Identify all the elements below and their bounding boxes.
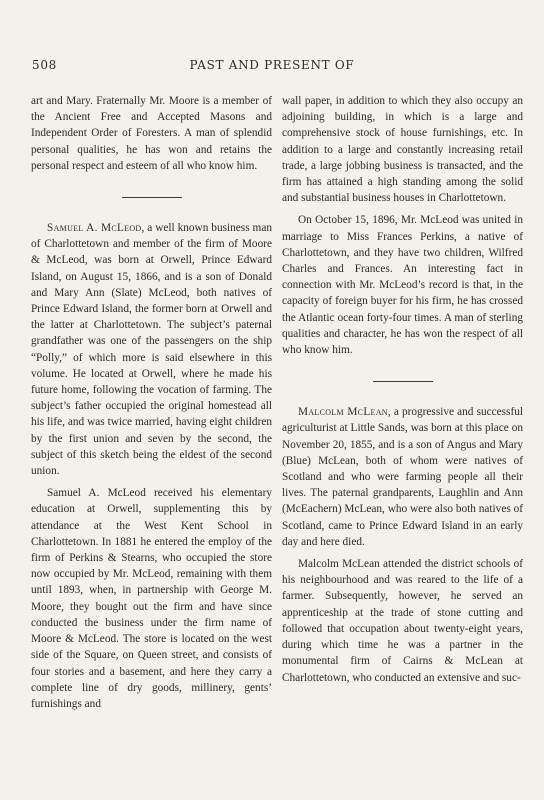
paragraph-mcleod-marriage: On October 15, 1896, Mr. McLeod was united in marriage to Miss Frances Perkins, a native of Charlottetown, and they have two children, Wilfred Charles and Frances. An interesting fact in connection with Mr. McLeod’s record is that, in the capacity of foreign buyer for his firm, he has crossed the Atlantic ocean forty-four times. A man of sterling qualities and character, he has won the respect of all who know him. xyxy=(282,214,523,357)
paragraph-malcolm-mclean-career: Malcolm McLean attended the district schools of his neighbourhood and was reared to the life of a farmer. Subsequently, however, he served an apprenticeship at the trade of stone cutting and followed that occupation about twenty-eight years, during which time he was a partner in the monumental firm of Cairns & McLean at Charlottetown, who conducted an extensive and suc- xyxy=(282,558,523,684)
paragraph-moore-end: art and Mary. Fraternally Mr. Moore is a member of the Ancient Free and Accepted Masons and Independent Order of Foresters. A man of splendid personal qualities, he has won and retains the personal respect and esteem of all who know him. xyxy=(31,95,272,172)
left-column xyxy=(31,93,272,712)
paragraph-store-continuation: wall paper, in addition to which they also occupy an adjoining building, in which is a large and comprehensive stock of house furnishings, etc. In addition to a large and constantly increasing retail trade, a large jobbing business is transacted, and the firm has attained a high standing among the solid and substantial business houses in Charlottetown. xyxy=(282,95,523,205)
name-malcolm-mclean: Malcolm McLean xyxy=(298,406,388,419)
paragraph-malcolm-mclean-intro-text: , a progressive and successful agriculturist at Little Sands, was born at this place on November 20, 1855, and is a son of Angus and Mary (Blue) McLean, both of whom were natives of Scotland and who were farming people all their lives. The paternal grandparents, Laughlin and Ann (McEachern) McLean, who were also both natives of Scotland, came to Prince Edward Island in an early day and here died. xyxy=(282,406,524,548)
divider-line xyxy=(122,197,182,198)
divider-line-right xyxy=(373,381,433,382)
section-separator xyxy=(31,174,272,220)
paragraph-samuel-mcleod-business: Samuel A. McLeod received his elementary education at Orwell, supplementing this by attendance at the West Kent School in Charlottetown. In 1881 he entered the employ of the firm of Perkins & Stearns, who occupied the store now occupied by Mr. McLeod, remaining with them until 1893, when, in partnership with George M. Moore, they bought out the firm and have since conducted the business under the firm name of Moore & McLeod. The store is located on the west side of the Square, on Queen street, and consists of four stories and a basement, and here they carry a complete line of dry goods, millinery, gents’ furnishings and xyxy=(31,487,272,710)
page-header xyxy=(32,58,512,76)
paragraph-malcolm-mclean-intro xyxy=(282,404,523,550)
name-samuel-mcleod: Samuel A. McLeod xyxy=(47,222,142,235)
section-separator-right xyxy=(282,358,523,404)
paragraph-samuel-mcleod-intro xyxy=(31,220,272,479)
running-title: PAST AND PRESENT OF xyxy=(189,58,355,72)
page-number: 508 xyxy=(32,58,58,72)
paragraph-samuel-mcleod-intro-text: , a well known business man of Charlottetown and member of the firm of Moore & McLeod, was born at Orwell, Prince Edward Island, on August 15, 1866, and is a son of Donald and Mary Ann (Slate) McLeod, both natives of Prince Edward Island, the former born at Orwell and the latter at Charlottetown. The subject’s paternal grandfather was one of the passengers on the ship “Polly,” of which more is said elsewhere in this volume. He located at Orwell, where he made his future home, following the vocation of farming. The subject’s father occupied the original homestead all his life, and was twice married, having eight children by the first union and seven by the second, the subject of this sketch being the eldest of the second union. xyxy=(31,222,272,478)
right-column xyxy=(282,93,523,686)
